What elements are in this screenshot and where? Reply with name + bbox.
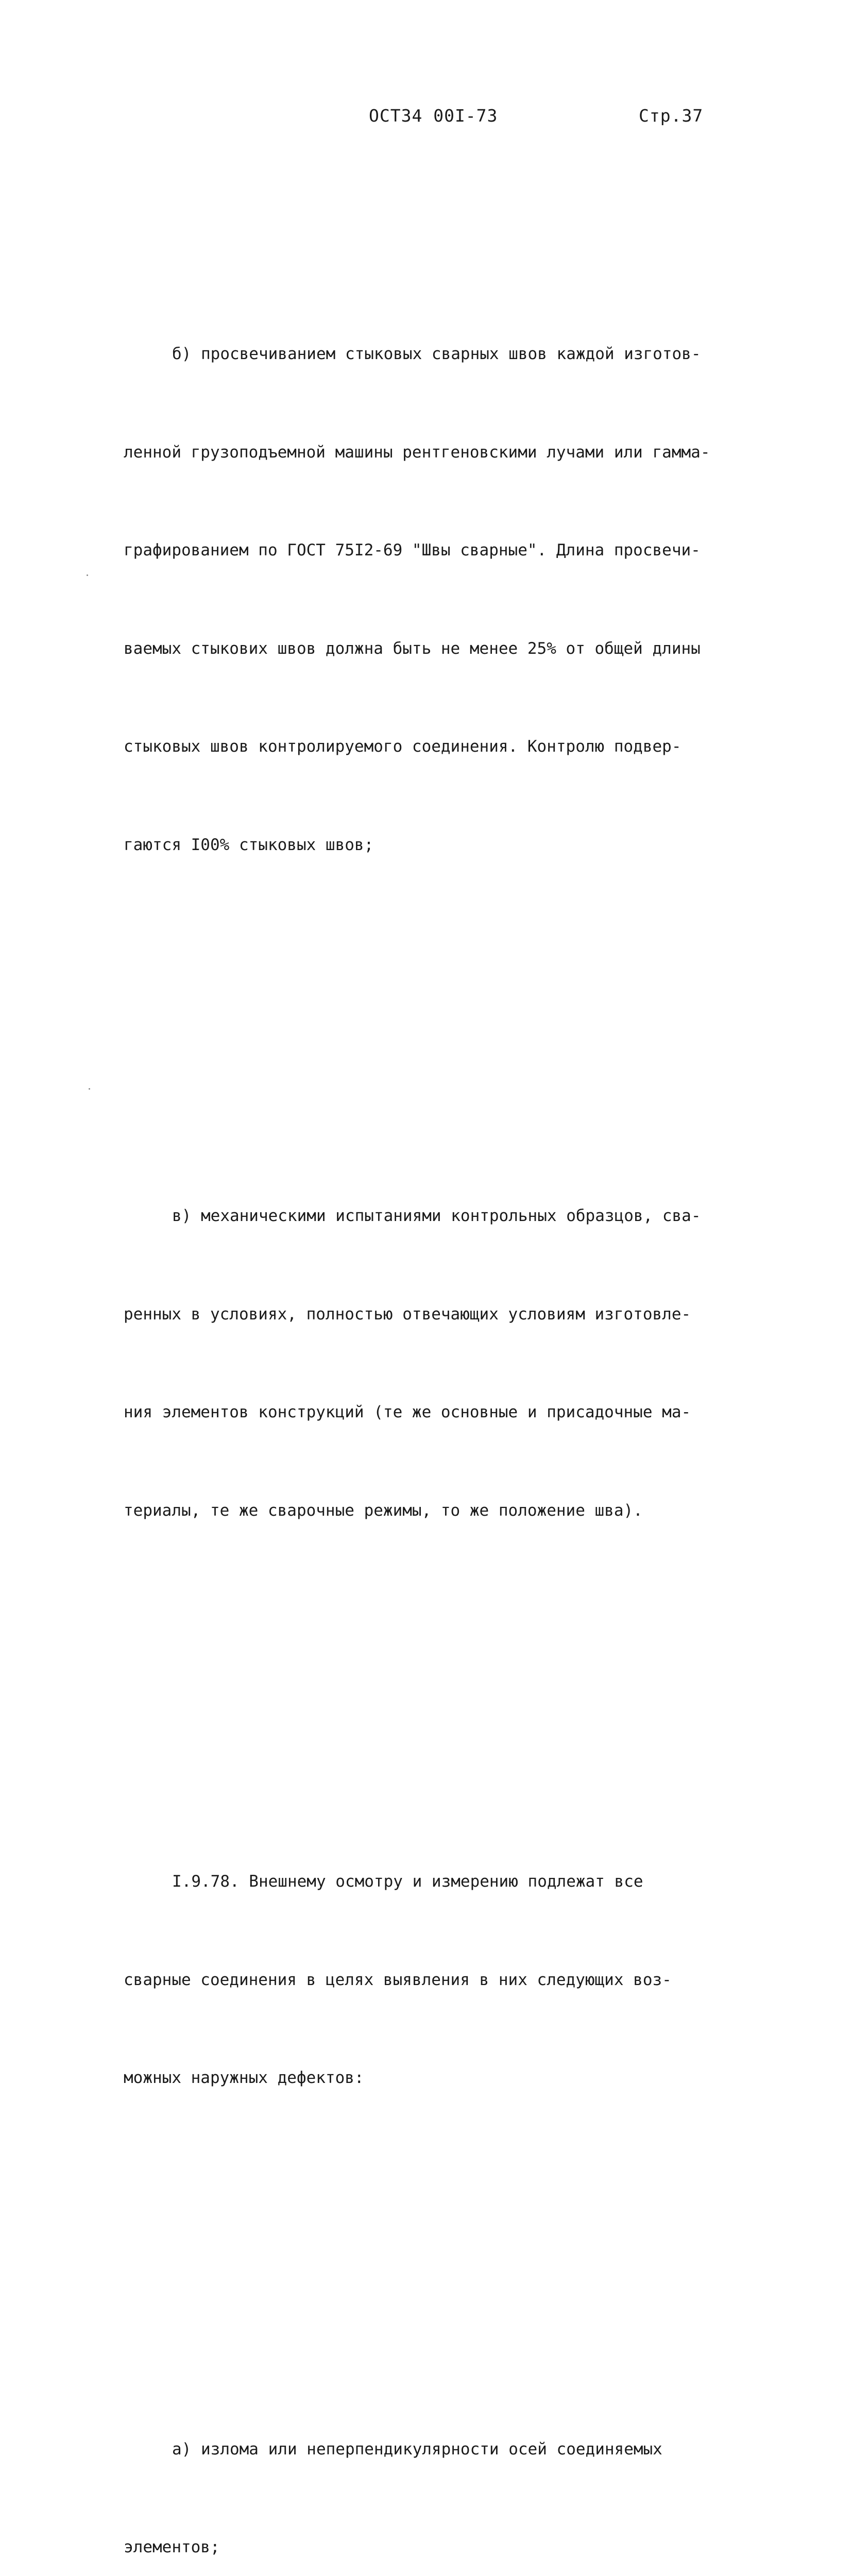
page-number: Стр.37 <box>639 106 703 126</box>
text-line: гаются I00% стыковых швов; <box>124 829 752 862</box>
text-line: ренных в условиях, полностью отвечающих условиям изготовле- <box>124 1298 752 1331</box>
paragraph-v-mechanical <box>124 1134 752 1592</box>
text-line: можных наружных дефектов: <box>124 2062 752 2095</box>
text-line: в) механическими испытаниями контрольных образцов, сва- <box>124 1200 752 1233</box>
document-code: ОСТ34 00I-73 <box>369 106 498 126</box>
scan-speck <box>89 1088 90 1090</box>
text-line: б) просвечиванием стыковых сварных швов каждой изготов- <box>124 338 752 371</box>
list-item-a <box>124 2368 752 2576</box>
page-header <box>0 106 852 131</box>
text-line: графированием по ГОСТ 75I2-69 "Швы сварные". Длина просвечи- <box>124 534 752 567</box>
text-line: сварные соединения в целях выявления в них следующих воз- <box>124 1964 752 1997</box>
paragraph-1-9-78 <box>124 1800 752 2160</box>
text-line: ния элементов конструкций (те же основные и присадочные ма- <box>124 1396 752 1429</box>
text-line: элементов; <box>124 2531 752 2564</box>
scan-speck <box>87 574 88 576</box>
text-line: ленной грузоподъемной машины рентгеновскими лучами или гамма- <box>124 436 752 469</box>
document-page <box>0 0 852 1217</box>
text-line: I.9.78. Внешнему осмотру и измерению подлежат все <box>124 1866 752 1899</box>
document-body <box>124 142 752 2576</box>
text-line: териалы, те же сварочные режимы, то же положение шва). <box>124 1495 752 1528</box>
paragraph-b-xray <box>124 273 752 927</box>
text-line: а) излома или неперпендикулярности осей соединяемых <box>124 2433 752 2466</box>
text-line: ваемых стыкових швов должна быть не менее 25% от общей длины <box>124 633 752 666</box>
text-line: стыковых швов контролируемого соединения. Контролю подвер- <box>124 731 752 764</box>
